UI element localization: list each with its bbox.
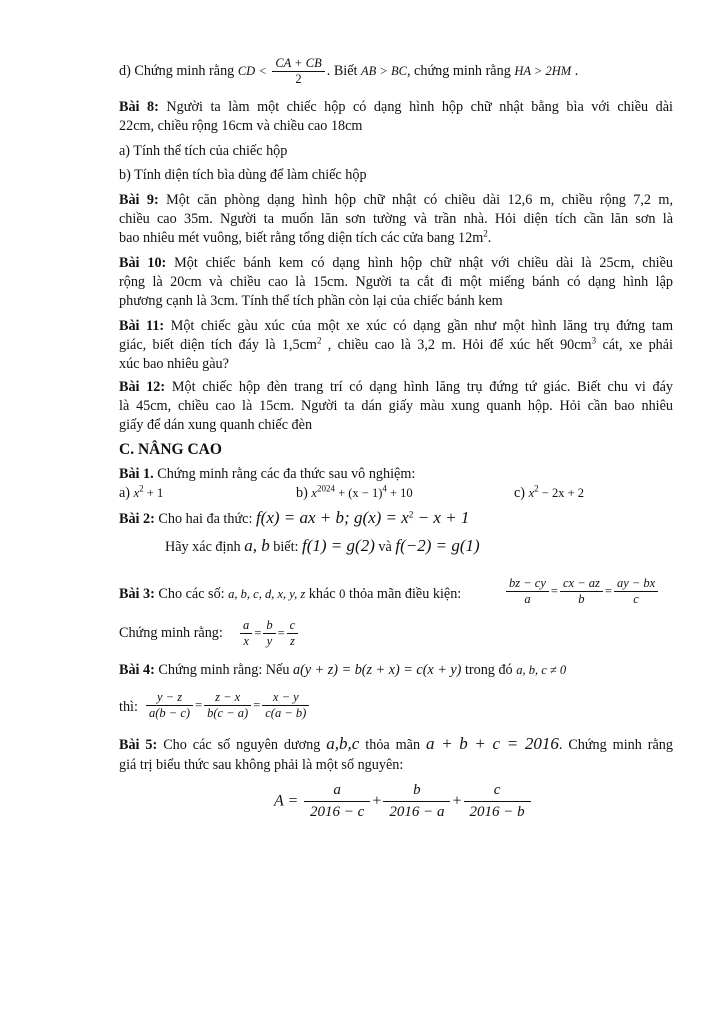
numerator: a: [304, 780, 370, 802]
text: a): [119, 485, 134, 501]
math-ab: AB > BC: [361, 63, 407, 78]
text: thỏa mãn điều kiện:: [345, 586, 462, 602]
math: x: [311, 486, 317, 500]
text: là 45cm, chiều cao là 15cm. Người ta dán giấy màu xung quanh hộp. Hỏi cần bao nhiêu: [119, 398, 673, 414]
text: Một chiếc bánh kem có dạng hình hộp chữ nhật với chiều dài là 25cm, chiều: [166, 255, 673, 271]
n3-proof-expr: [238, 618, 300, 649]
text: c): [514, 485, 529, 501]
math: x: [528, 486, 535, 500]
fraction: [263, 618, 275, 649]
fraction: [204, 690, 251, 721]
equals: =: [550, 584, 558, 599]
numerator: b: [383, 780, 450, 802]
text: xúc bao nhiêu gàu?: [119, 356, 229, 372]
b11-line1: [119, 317, 673, 336]
denominator: 2016 − a: [389, 804, 445, 820]
exercise-label: Bài 10:: [119, 255, 167, 271]
math: a(y + z) = b(z + x) = c(x + y): [293, 662, 462, 678]
text: Chứng minh rằng các đa thức sau vô nghiệm:: [153, 466, 416, 482]
fraction: [287, 618, 299, 649]
n5-line2: [119, 756, 673, 775]
b12-line2: [119, 397, 673, 416]
section-heading: [119, 440, 673, 459]
denominator: 2016 − b: [469, 804, 525, 820]
b11-line3: [119, 355, 673, 374]
text: , chứng minh rằng: [406, 62, 515, 79]
numerator: y − z: [146, 690, 193, 706]
fraction: [240, 618, 252, 649]
b9-line3: [119, 229, 673, 248]
denominator: a: [524, 592, 531, 606]
n1-item-a: [119, 484, 163, 503]
n1-item-b: [296, 484, 413, 503]
fraction: [560, 576, 603, 607]
numerator: a: [240, 618, 252, 634]
fraction: [304, 780, 370, 823]
denominator: y: [266, 634, 273, 648]
b11-line2: [119, 336, 673, 355]
superscript: 2: [483, 228, 488, 239]
denominator: c: [633, 592, 639, 606]
exercise-label: Bài 1.: [119, 466, 154, 482]
numerator: ay − bx: [614, 576, 658, 592]
exercise-label: Bài 11:: [119, 318, 165, 334]
equals: =: [277, 626, 285, 641]
b8-b: [119, 166, 673, 185]
math: + (x − 1): [334, 486, 383, 500]
exercise-label: Bài 4:: [119, 662, 155, 678]
text: giấy để dán xung quanh chiếc đèn: [119, 417, 313, 433]
math: f(x) = ax + b; g(x) = x: [255, 508, 409, 527]
b10-line3: [119, 292, 673, 311]
exercise-label: Bài 5:: [119, 737, 158, 753]
denominator: z: [289, 634, 295, 648]
text: b): [296, 485, 312, 501]
numerator: CA + CB: [272, 56, 324, 72]
text: Chứng minh rằng:: [119, 625, 223, 641]
text: và: [374, 539, 396, 555]
text: Một căn phòng dạng hình hộp chữ nhật có chiều dài 12,6 m, chiều rộng 7,2 m,: [158, 192, 673, 208]
equals: =: [253, 698, 261, 713]
n1-line1: [119, 465, 673, 484]
b10-line2: [119, 273, 673, 292]
text: trong đó: [461, 662, 517, 678]
numerator: b: [263, 618, 275, 634]
fraction: [262, 690, 309, 721]
superscript: 2: [139, 483, 144, 494]
superscript: 2: [534, 483, 539, 494]
text: rộng là 20cm và chiều cao là 15cm. Người ta cắt đi một miếng bánh có dạng hình lập: [119, 274, 673, 290]
n3-line2: [119, 624, 673, 643]
n5-line1: [119, 734, 673, 755]
b8-line2: [119, 117, 673, 136]
fraction: [146, 690, 193, 721]
text: .: [571, 62, 579, 79]
text: Chứng minh rằng: Nếu: [154, 662, 293, 678]
math: a, b: [244, 536, 270, 555]
text: . Chứng minh rằng: [558, 737, 673, 753]
fraction: [383, 780, 450, 823]
math: − 2x + 2: [538, 486, 584, 500]
text: Một chiếc gàu xúc của một xe xúc có dạng gần như một hình lăng trụ đứng tam: [164, 318, 673, 334]
math: + 10: [386, 486, 413, 500]
numerator: bz − cy: [506, 576, 549, 592]
b8-a: [119, 142, 673, 161]
plus: +: [372, 792, 382, 810]
n4-line1: [119, 661, 673, 680]
n4-result: [144, 690, 311, 721]
b12-line3: [119, 416, 673, 435]
exercise-label: Bài 12:: [119, 379, 166, 395]
math: + 1: [143, 486, 164, 500]
line-d: [119, 56, 673, 87]
math-a: A =: [274, 792, 299, 810]
exercise-label: Bài 3:: [119, 586, 155, 602]
n2-line1: [119, 508, 673, 529]
superscript: 2024: [316, 483, 335, 494]
b9-line2: [119, 210, 673, 229]
denominator: 2016 − c: [310, 804, 365, 820]
math: f(1) = g(2): [302, 536, 375, 555]
exercise-label: Bài 8:: [119, 99, 159, 115]
text: a) Tính thể tích của chiếc hộp: [119, 143, 288, 159]
math: a, b, c, d, x, y, z: [228, 587, 306, 601]
denominator: b(c − a): [207, 706, 249, 720]
text: .: [487, 230, 492, 246]
math-ha: HA > 2HM: [514, 63, 572, 78]
n5-expression: [274, 780, 533, 823]
superscript: 3: [591, 335, 597, 346]
denominator: b: [578, 592, 585, 606]
text: d) Chứng minh rằng: [119, 62, 238, 79]
n2-line2: [165, 536, 673, 557]
math: x: [133, 486, 140, 500]
text: khác: [305, 586, 340, 602]
superscript: 2: [316, 335, 322, 346]
b9-line1: [119, 191, 673, 210]
text: biết:: [269, 539, 303, 555]
numerator: cx − az: [560, 576, 603, 592]
superscript: 2: [408, 509, 414, 520]
denominator: 2: [295, 72, 302, 86]
text: Hãy xác định: [165, 539, 245, 555]
text: chiều cao 35m. Người ta muốn lăn sơn tường và trần nhà. Hỏi diện tích cần lăn sơn là: [119, 211, 673, 227]
numerator: z − x: [204, 690, 251, 706]
text: . Biết: [326, 62, 362, 79]
text: giá trị biểu thức sau không phải là một số nguyên:: [119, 757, 404, 773]
math: a + b + c = 2016: [426, 734, 559, 753]
fraction-ca-cb: [272, 56, 324, 87]
denominator: a(b − c): [149, 706, 191, 720]
n3-condition: [504, 576, 660, 607]
heading-text: C. NÂNG CAO: [119, 441, 222, 458]
b12-line1: [119, 378, 673, 397]
math: f(−2) = g(1): [395, 536, 480, 555]
equals: =: [604, 584, 612, 599]
exercise-label: Bài 2:: [119, 511, 155, 527]
numerator: x − y: [262, 690, 309, 706]
b10-line1: [119, 254, 673, 273]
numerator: c: [464, 780, 531, 802]
plus: +: [452, 792, 462, 810]
text: Một chiếc hộp đèn trang trí có dạng hình lăng trụ đứng tứ giác. Biết chu vi đáy: [165, 379, 673, 395]
text: Cho các số:: [154, 586, 229, 602]
b8-line1: [119, 98, 673, 117]
text: Người ta làm một chiếc hộp có dạng hình hộp chữ nhật bằng bìa với chiều dài: [158, 99, 673, 115]
text: , chiều cao là 3,2 m. Hỏi để xúc hết 90cm: [321, 337, 592, 353]
fraction: [464, 780, 531, 823]
fraction: [506, 576, 549, 607]
math: 0: [339, 587, 346, 601]
text: b) Tính diện tích bìa dùng để làm chiếc hộp: [119, 167, 367, 183]
math-cd: CD <: [237, 63, 267, 78]
fraction: [614, 576, 658, 607]
n1-item-c: [514, 484, 584, 503]
text: 22cm, chiều rộng 16cm và chiều cao 18cm: [119, 118, 363, 134]
text: bao nhiêu mét vuông, biết rằng tổng diện tích các cửa bang 12m: [119, 230, 484, 246]
text: Cho các số nguyên dương: [157, 737, 327, 753]
math: a, b, c ≠ 0: [516, 663, 567, 677]
text: phương cạnh là 3cm. Tính thể tích phần còn lại của chiếc bánh kem: [119, 293, 503, 309]
equals: =: [254, 626, 262, 641]
denominator: c(a − b): [265, 706, 307, 720]
text: Cho hai đa thức:: [154, 511, 256, 527]
equals: =: [195, 698, 203, 713]
text: giác, biết diện tích đáy là 1,5cm: [119, 337, 317, 353]
exercise-label: Bài 9:: [119, 192, 159, 208]
numerator: c: [287, 618, 299, 634]
math: − x + 1: [413, 508, 470, 527]
text: thỏa mãn: [359, 737, 427, 753]
math: a,b,c: [326, 734, 360, 753]
text: thì:: [119, 699, 138, 715]
denominator: x: [243, 634, 249, 648]
superscript: 4: [382, 483, 387, 494]
text: cát, xe phải: [596, 337, 674, 353]
